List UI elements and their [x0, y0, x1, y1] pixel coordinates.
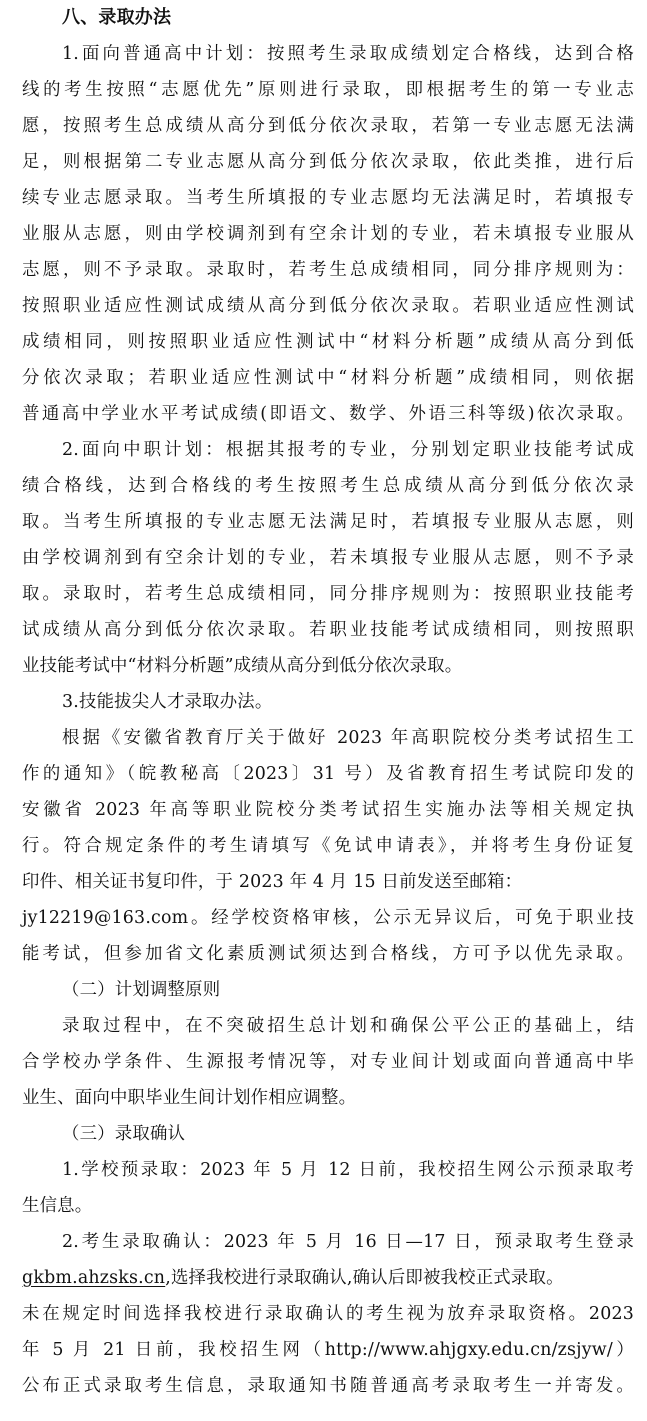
p2-line-4: 由学校调剂到有空余计划的专业，若未填报专业服从志愿，则不予录 — [22, 548, 634, 568]
p1-line-8: 按照职业适应性测试成绩从高分到低分依次录取。若职业适应性测试 — [22, 296, 634, 316]
p1-line-7: 志愿，则不予录取。录取时，若考生总成绩相同，同分排序规则为： — [22, 260, 634, 280]
p5-line-3: 业生、面向中职毕业生间计划作相应调整。 — [22, 1088, 357, 1108]
p2-line-7: 业技能考试中“材料分析题”成绩从高分到低分依次录取。 — [22, 656, 463, 676]
p1-line-3: 愿，按照考生总成绩从高分到低分依次录取，若第一专业志愿无法满 — [22, 116, 634, 136]
p1-line-10: 分依次录取；若职业适应性测试中“材料分析题”成绩相同，则依据 — [22, 368, 634, 388]
section-heading: 八、录取办法 — [62, 7, 172, 28]
admission-portal-link[interactable]: gkbm.ahzsks.cn — [22, 1268, 166, 1288]
p1-line-9: 成绩相同，则按照职业适应性测试中“材料分析题”成绩从高分到低 — [22, 332, 634, 352]
p4-line-1: 根据《安徽省教育厅关于做好 2023 年高职院校分类考试招生工 — [62, 728, 634, 748]
p2-line-6: 试成绩从高分到低分依次录取。若职业技能考试成绩相同，则按照职 — [22, 620, 634, 640]
p7-line-5: 公布正式录取考生信息，录取通知书随普通高考录取考生一并寄发。 — [22, 1376, 634, 1396]
p3-line-1: 3.技能拔尖人才录取办法。 — [62, 692, 273, 712]
p1-line-1: 1.面向普通高中计划：按照考生录取成绩划定合格线，达到合格 — [62, 44, 634, 64]
p5-line-2: 合学校办学条件、生源报考情况等，对专业间计划或面向普通高中毕 — [22, 1052, 634, 1072]
p4-line-6: jy12219@163.com。经学校资格审核，公示无异议后，可免于职业技 — [22, 908, 634, 928]
p2-line-1: 2.面向中职计划：根据其报考的专业，分别划定职业技能考试成 — [62, 440, 634, 460]
p1-line-4: 足，则根据第二专业志愿从高分到低分依次录取，依此类推，进行后 — [22, 152, 634, 172]
p2-line-5: 取。录取时，若考生总成绩相同，同分排序规则为：按照职业技能考 — [22, 584, 634, 604]
p1-line-2: 线的考生按照“志愿优先”原则进行录取，即根据考生的第一专业志 — [22, 80, 634, 100]
p2-line-3: 取。当考生所填报的专业志愿无法满足时，若填报专业服从志愿，则 — [22, 512, 634, 532]
p6-line-2: 生信息。 — [22, 1196, 93, 1216]
p1-line-11: 普通高中学业水平考试成绩(即语文、数学、外语三科等级)依次录取。 — [22, 404, 634, 424]
subheading-plan-adjustment: （二）计划调整原则 — [62, 980, 221, 1000]
p1-line-5: 续专业志愿录取。当考生所填报的专业志愿均无法满足时，若填报专 — [22, 188, 634, 208]
p2-line-2: 绩合格线，达到合格线的考生按照考生总成绩从高分到低分依次录 — [22, 476, 634, 496]
p6-line-1: 1.学校预录取：2023 年 5 月 12 日前，我校招生网公示预录取考 — [62, 1160, 634, 1180]
p4-line-7: 能考试，但参加省文化素质测试须达到合格线，方可予以优先录取。 — [22, 944, 634, 964]
p4-line-4: 行。符合规定条件的考生请填写《免试申请表》，并将考生身份证复 — [22, 836, 634, 856]
p7-line-2-rest: ,选择我校进行录取确认,确认后即被我校正式录取。 — [165, 1268, 564, 1288]
p4-line-2: 作的通知》（皖教秘高〔2023〕31 号）及省教育招生考试院印发的 — [22, 764, 634, 784]
subheading-admission-confirmation: （三）录取确认 — [62, 1124, 186, 1144]
p7-line-3: 未在规定时间选择我校进行录取确认的考生视为放弃录取资格。2023 — [22, 1304, 634, 1324]
p7-line-1: 2.考生录取确认：2023 年 5 月 16 日—17 日，预录取考生登录 — [62, 1232, 634, 1252]
p4-line-5: 印件、相关证书复印件，于 2023 年 4 月 15 日前发送至邮箱： — [22, 872, 523, 892]
p4-line-3: 安徽省 2023 年高等职业院校分类考试招生实施办法等相关规定执 — [22, 800, 634, 820]
p5-line-1: 录取过程中，在不突破招生总计划和确保公平公正的基础上，结 — [62, 1016, 634, 1036]
p7-line-4: 年 5 月 21 日前，我校招生网（http://www.ahjgxy.edu.cn/zsjyw/） — [22, 1340, 634, 1360]
p7-line-2 — [22, 1260, 634, 1296]
p1-line-6: 业服从志愿，则由学校调剂到有空余计划的专业，若未填报专业服从 — [22, 224, 634, 244]
